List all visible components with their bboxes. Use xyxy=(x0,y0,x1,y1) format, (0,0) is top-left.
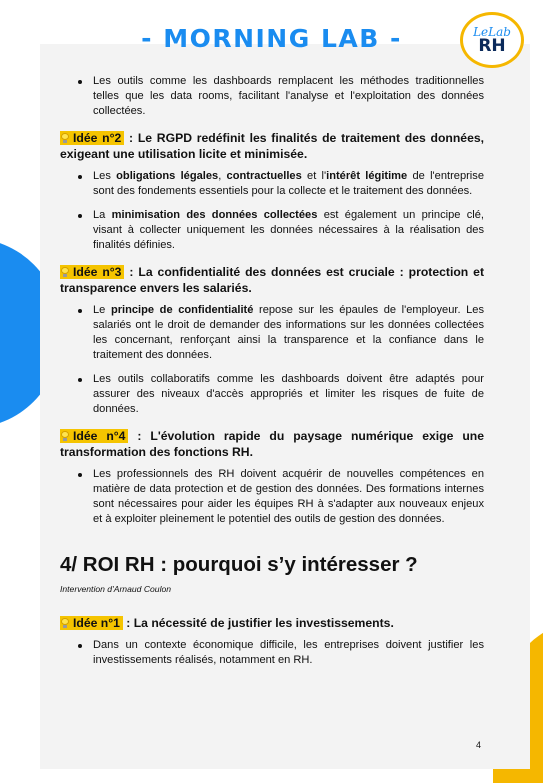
idea-heading xyxy=(60,264,484,296)
idea-tag xyxy=(60,429,128,443)
idea-tag-label: Idée n°4 xyxy=(73,429,126,443)
idea-heading xyxy=(60,615,484,631)
idea-bullet-list xyxy=(60,638,484,668)
page-number: 4 xyxy=(476,740,482,750)
idea-bullet-list xyxy=(60,467,484,527)
logo-line-2: RH xyxy=(478,35,506,56)
bold-text: obligations légales xyxy=(116,170,219,182)
idea-tag xyxy=(60,265,124,279)
list-item xyxy=(60,467,484,527)
text-segment: et l' xyxy=(301,170,327,182)
text-segment: est également un principe clé, visant à collecter uniquement les données nécessaires à la réalisation des finalités définies. xyxy=(93,209,484,251)
idea-title: : La confidentialité des données est cruciale : protection et transparence envers les salariés. xyxy=(60,265,485,295)
text-segment: Les outils collaboratifs comme les dashboards doivent être adaptés pour assurer des niveaux d'accès appropriés et limiter les risques de fuite de données. xyxy=(93,373,484,415)
idea-tag-label: Idée n°2 xyxy=(73,131,122,145)
idea-tag xyxy=(60,131,124,145)
list-item xyxy=(60,208,484,253)
ideas-container xyxy=(60,130,484,527)
section-heading: 4/ ROI RH : pourquoi s’y intéresser ? xyxy=(60,553,418,576)
text-segment: de l'entreprise sont des fondements essentiels pour la collecte et le traitement des données. xyxy=(93,170,484,197)
lightbulb-icon xyxy=(61,618,69,628)
page-title: - MORNING LAB - xyxy=(141,24,402,53)
section-ideas-container xyxy=(60,615,484,668)
list-item: Les outils comme les dashboards remplacent les méthodes traditionnelles telles que les data rooms, facilitant l'analyse et l'exploitation des données collectées. xyxy=(60,74,484,119)
text-segment: repose sur les épaules de l'employeur. Les salariés ont le droit de demander des informations sur les données collectées les concernant, renforçant ainsi la transparence et la confiance dans le traitement des données. xyxy=(93,304,485,361)
bold-text: minimisation des données collectées xyxy=(111,209,318,221)
list-item xyxy=(60,638,484,668)
text-segment: La xyxy=(93,209,112,221)
lightbulb-icon xyxy=(61,133,69,143)
text-segment: Les xyxy=(93,170,117,182)
list-item xyxy=(60,303,484,363)
text-segment: , xyxy=(218,170,227,182)
text-segment: Les professionnels des RH doivent acquérir de nouvelles compétences en matière de data protection et de gestion des données. Des formations internes sont nécessaires pour aider les équipes RH à s'adapter aux nouveaux enjeux et à exploiter pleinement le potentiel des outils de gestion des données. xyxy=(93,468,484,525)
text-segment: Dans un contexte économique difficile, les entreprises doivent justifier les investissements réalisés, notamment en RH. xyxy=(93,639,484,666)
lightbulb-icon xyxy=(61,267,69,277)
idea-tag-label: Idée n°3 xyxy=(73,265,122,279)
section-subtitle: Intervention d'Arnaud Coulon xyxy=(60,584,172,594)
idea-tag xyxy=(60,616,123,630)
idea-title: : L'évolution rapide du paysage numérique exige une transformation des fonctions RH. xyxy=(60,429,484,459)
list-item xyxy=(60,372,484,417)
idea-heading xyxy=(60,428,484,460)
document-body xyxy=(60,74,484,677)
logo-line-1: LeLab xyxy=(473,24,511,39)
bold-text: intérêt légitime xyxy=(326,170,408,182)
lelabrh-logo xyxy=(460,12,524,68)
idea-bullet-list xyxy=(60,303,484,417)
intro-bullet-list xyxy=(60,74,484,119)
text-segment: Le xyxy=(93,304,111,316)
idea-tag-label: Idée n°1 xyxy=(73,616,120,630)
list-item xyxy=(60,169,484,199)
idea-bullet-list xyxy=(60,169,484,253)
bold-text: principe de confidentialité xyxy=(110,304,254,316)
idea-title: : Le RGPD redéfinit les finalités de traitement des données, exigeant une utilisation licite et minimisée. xyxy=(60,131,485,161)
idea-heading xyxy=(60,130,484,162)
bold-text: contractuelles xyxy=(226,170,302,182)
idea-title: : La nécessité de justifier les investissements. xyxy=(126,616,394,630)
lightbulb-icon xyxy=(61,431,69,441)
